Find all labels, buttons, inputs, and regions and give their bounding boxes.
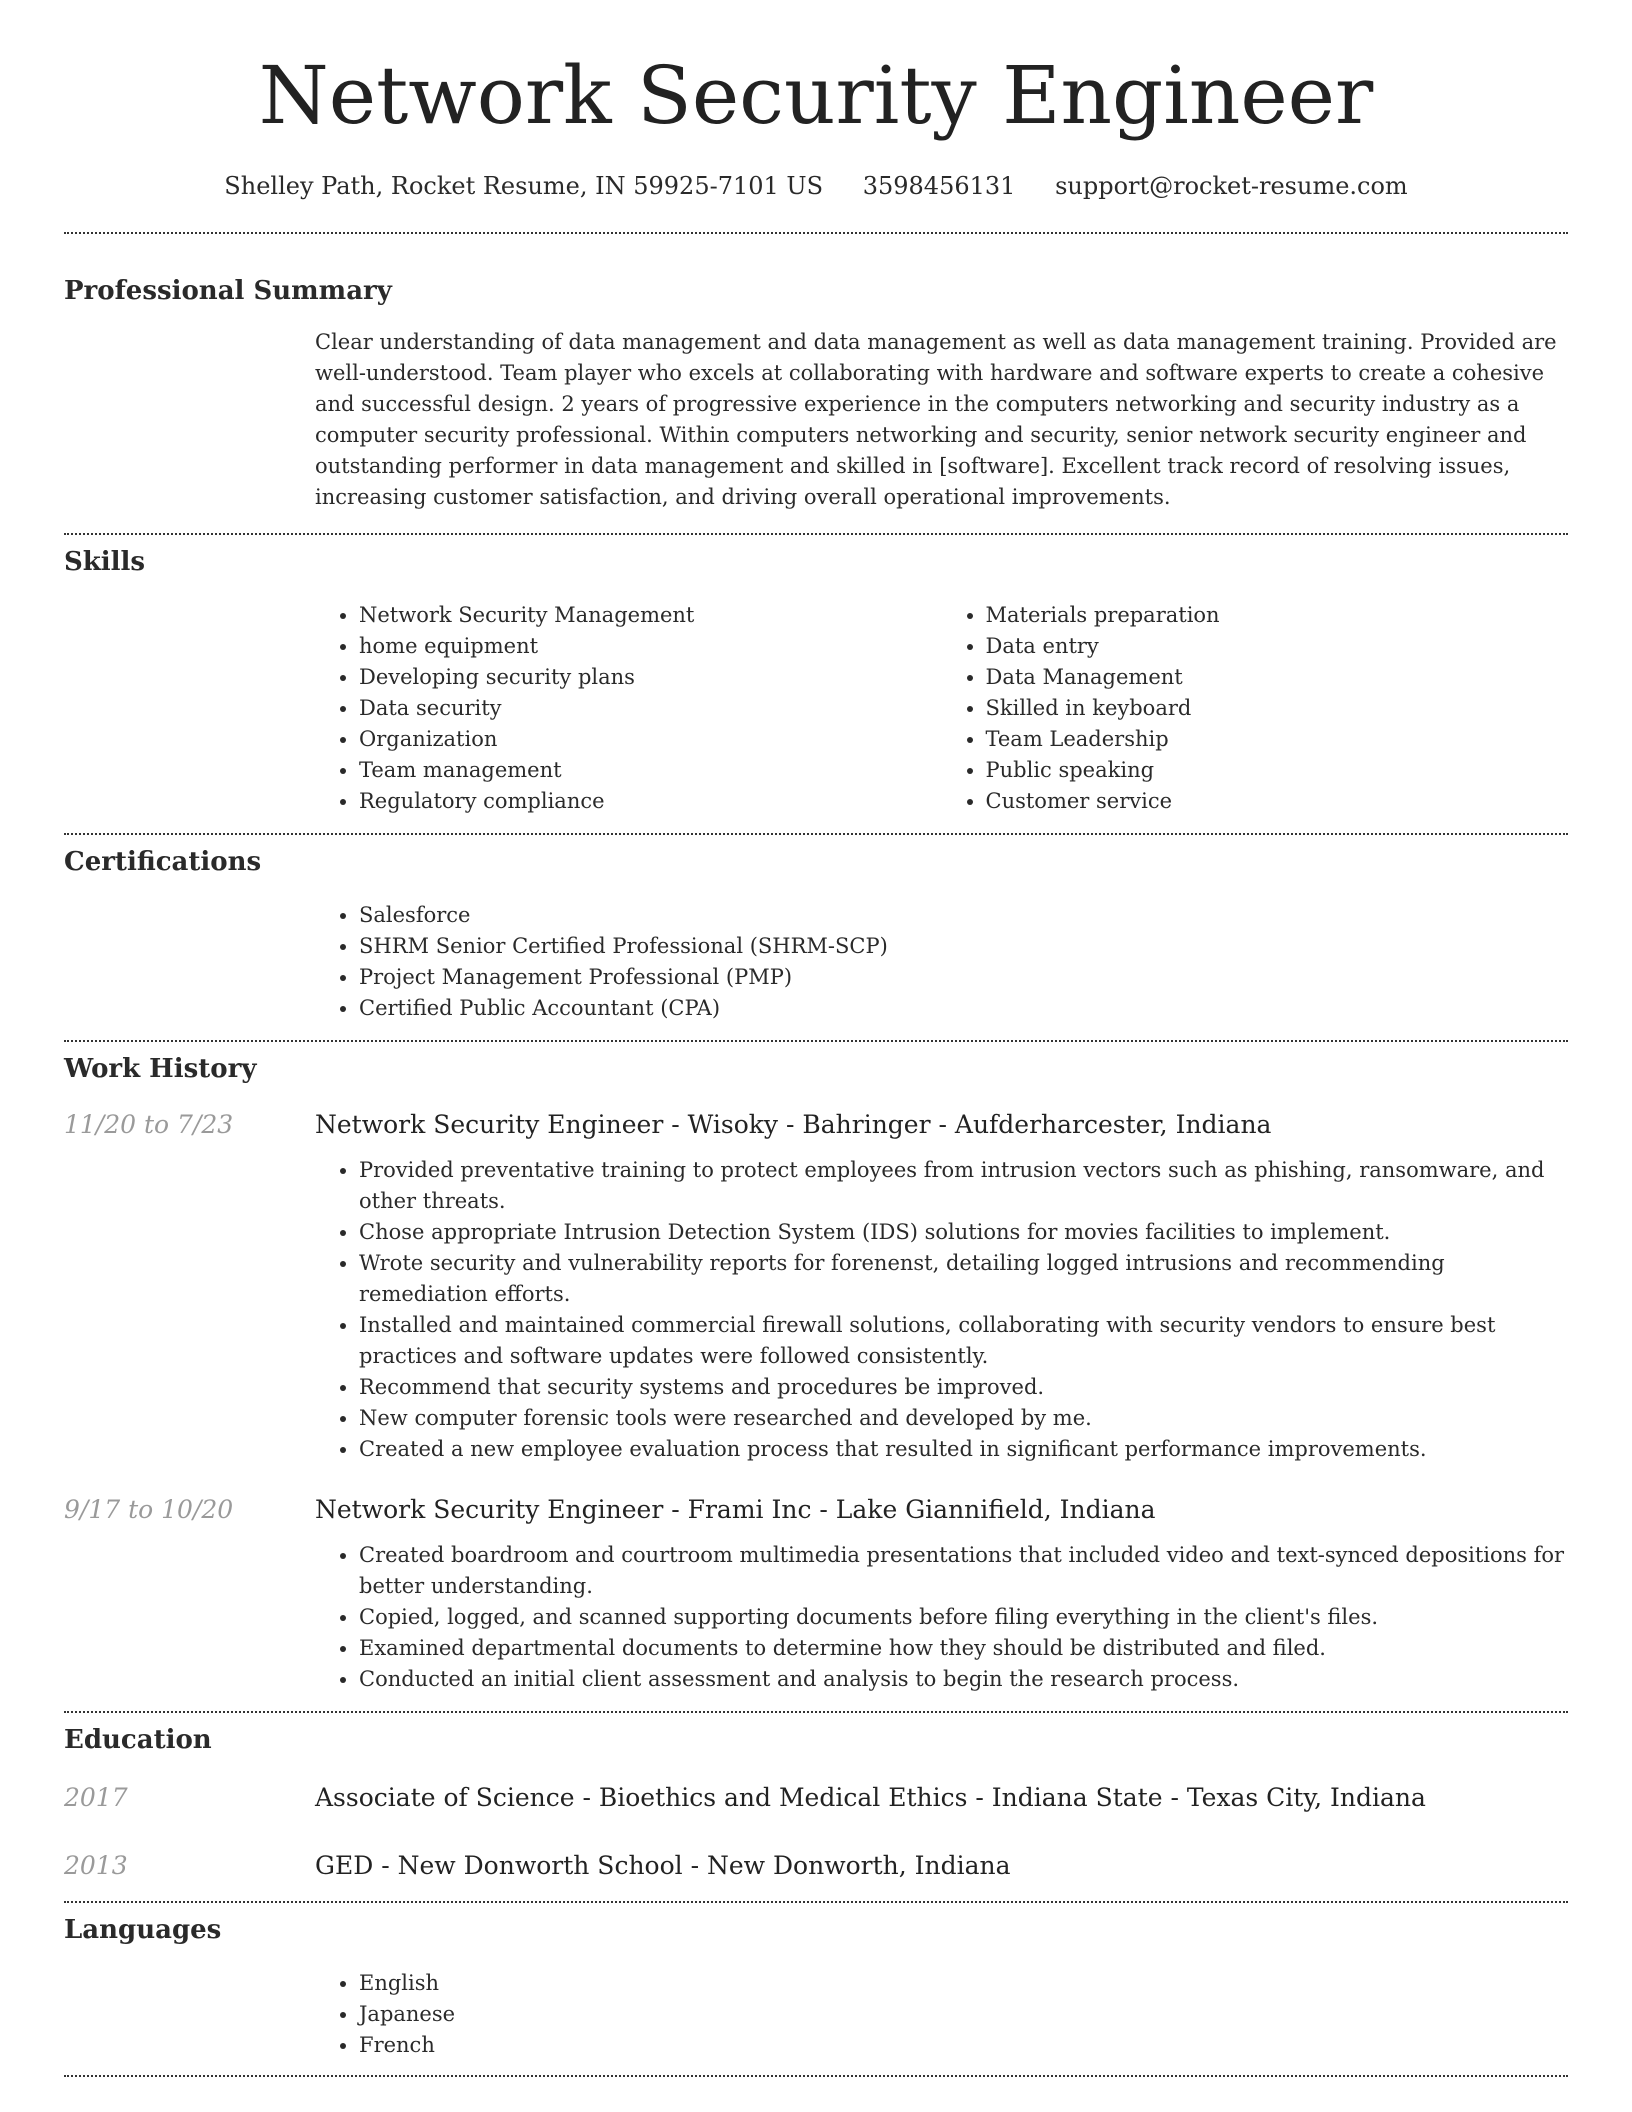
list-item: • Created boardroom and courtroom multimedia presentations that included video and text-synced depositions for better understanding.: [359, 1540, 1568, 1602]
section-languages: [64, 1913, 1568, 2061]
resume-title: Network Security Engineer: [258, 49, 1374, 142]
list-item: • Materials preparation: [986, 600, 1569, 631]
list-item: • Provided preventative training to protect employees from intrusion vectors such as phishing, ransomware, and other threats.: [359, 1155, 1568, 1217]
contact-line: [64, 170, 1568, 202]
section-title: Education: [64, 1725, 212, 1755]
list-item: • Examined departmental documents to determine how they should be distributed and filed.: [359, 1633, 1568, 1664]
section-education: [64, 1723, 1568, 1883]
section-title: Certifications: [64, 847, 262, 877]
list-item: • Recommend that security systems and procedures be improved.: [359, 1372, 1568, 1403]
education-entry: [64, 1781, 1568, 1815]
list-item: • Conducted an initial client assessment and analysis to begin the research process.: [359, 1664, 1568, 1695]
skills-list-left: [315, 600, 942, 817]
list-item: • Certified Public Accountant (CPA): [359, 993, 1568, 1024]
languages-list: [315, 1968, 1568, 2061]
list-item: • Team management: [359, 755, 942, 786]
divider: [64, 833, 1568, 835]
divider: [64, 533, 1568, 535]
job-title: Network Security Engineer - Frami Inc - Lake Giannifield, Indiana: [315, 1495, 1156, 1524]
section-certifications: [64, 845, 1568, 1024]
education-title: Associate of Science - Bioethics and Medical Ethics - Indiana State - Texas City, Indiana: [315, 1783, 1426, 1812]
section-professional-summary: [64, 274, 1568, 513]
list-item: • Data security: [359, 693, 942, 724]
list-item: • Customer service: [986, 786, 1569, 817]
list-item: • English: [359, 1968, 1568, 1999]
list-item: • Salesforce: [359, 900, 1568, 931]
certifications-content: [315, 900, 1568, 1024]
job-dates: 11/20 to 7/23: [64, 1110, 234, 1139]
list-item: • Chose appropriate Intrusion Detection System (IDS) solutions for movies facilities to implement.: [359, 1217, 1568, 1248]
job-details: [315, 1155, 1568, 1465]
section-title: Professional Summary: [64, 276, 392, 306]
divider: [64, 2075, 1568, 2077]
education-year: 2017: [64, 1783, 128, 1812]
section-skills: [64, 545, 1568, 817]
languages-content: [315, 1968, 1568, 2061]
certifications-list: [315, 900, 1568, 1024]
contact-address: Shelley Path, Rocket Resume, IN 59925-7101 US: [224, 172, 824, 200]
job-entry: [64, 1108, 1568, 1465]
job-bullets: [315, 1540, 1568, 1695]
divider: [64, 1711, 1568, 1713]
job-dates: 9/17 to 10/20: [64, 1495, 234, 1524]
education-title: GED - New Donworth School - New Donworth, Indiana: [315, 1851, 1011, 1880]
list-item: • SHRM Senior Certified Professional (SHRM-SCP): [359, 931, 1568, 962]
list-item: • Regulatory compliance: [359, 786, 942, 817]
list-item: • Wrote security and vulnerability reports for forenenst, detailing logged intrusions and recommending remediation efforts.: [359, 1248, 1568, 1310]
skills-list-right: [942, 600, 1569, 817]
section-title: Languages: [64, 1915, 222, 1945]
list-item: • Team Leadership: [986, 724, 1569, 755]
list-item: • Created a new employee evaluation process that resulted in significant performance improvements.: [359, 1434, 1568, 1465]
list-item: • Data Management: [986, 662, 1569, 693]
education-year: 2013: [64, 1851, 128, 1880]
list-item: • Project Management Professional (PMP): [359, 962, 1568, 993]
skills-columns: [315, 600, 1568, 817]
section-work-history: [64, 1052, 1568, 1695]
list-item: • Public speaking: [986, 755, 1569, 786]
list-item: • Copied, logged, and scanned supporting documents before filing everything in the client's files.: [359, 1602, 1568, 1633]
list-item: • Developing security plans: [359, 662, 942, 693]
job-entry: [64, 1493, 1568, 1695]
divider: [64, 1040, 1568, 1042]
divider: [64, 232, 1568, 234]
job-bullets: [315, 1155, 1568, 1465]
section-title: Skills: [64, 547, 146, 577]
list-item: • Skilled in keyboard: [986, 693, 1569, 724]
list-item: • French: [359, 2030, 1568, 2061]
list-item: • home equipment: [359, 631, 942, 662]
list-item: • New computer forensic tools were researched and developed by me.: [359, 1403, 1568, 1434]
list-item: • Network Security Management: [359, 600, 942, 631]
divider: [64, 1901, 1568, 1903]
contact-email: support@rocket-resume.com: [1055, 172, 1408, 200]
job-title: Network Security Engineer - Wisoky - Bahringer - Aufderharcester, Indiana: [315, 1110, 1272, 1139]
list-item: • Installed and maintained commercial firewall solutions, collaborating with security vendors to ensure best practices and software updates were followed consistently.: [359, 1310, 1568, 1372]
education-entry: [64, 1849, 1568, 1883]
contact-phone: 3598456131: [862, 172, 1016, 200]
summary-text: Clear understanding of data management and data management as well as data management training. Provided are well-understood. Team player who excels at collaborating with hardware and software experts to create a cohesive and successful design. 2 years of progressive experience in the computers networking and security industry as a computer security professional. Within computers networking and security, senior network security engineer and outstanding performer in data management and skilled in [software]. Excellent track record of resolving issues, increasing customer satisfaction, and driving overall operational improvements.: [315, 330, 1557, 509]
resume-page: [64, 0, 1568, 2077]
list-item: • Data entry: [986, 631, 1569, 662]
section-title: Work History: [64, 1054, 257, 1084]
job-details: [315, 1540, 1568, 1695]
list-item: • Organization: [359, 724, 942, 755]
list-item: • Japanese: [359, 1999, 1568, 2030]
